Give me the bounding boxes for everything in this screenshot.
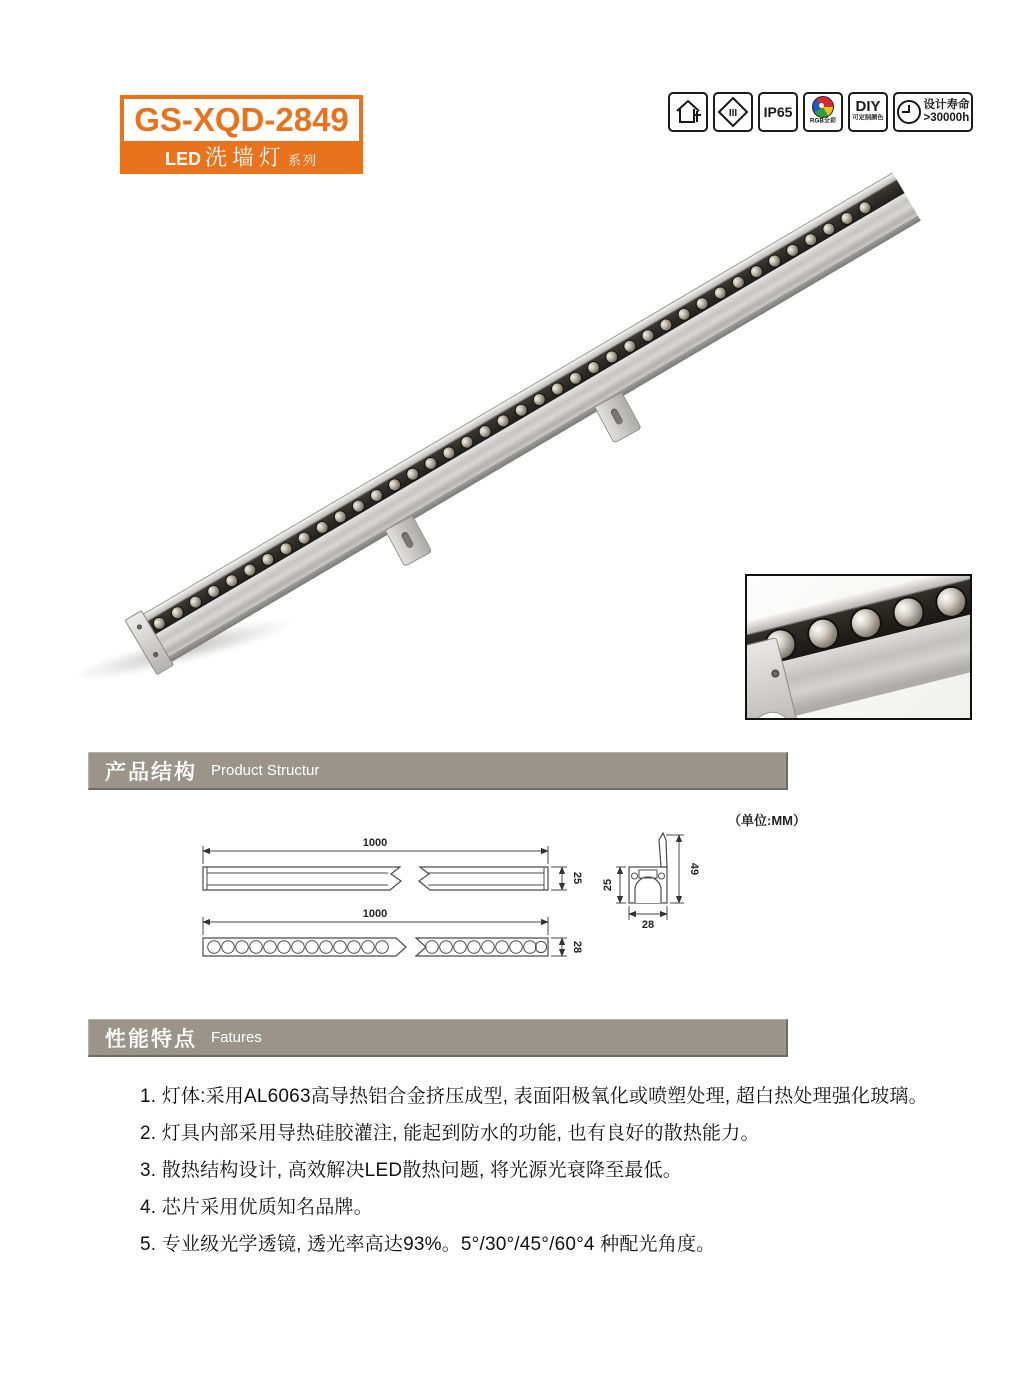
feature-item: 2. 灯具内部采用导热硅胶灌注, 能起到防水的功能, 也有良好的散热能力。 [140, 1123, 760, 1144]
certification-icons [668, 92, 973, 132]
lifespan-badge [893, 92, 973, 132]
diamond-icon [717, 96, 749, 128]
rgb-color-wheel-icon [812, 96, 834, 118]
detail-inset-image [745, 574, 972, 720]
inset-arch-notch [749, 708, 791, 720]
drawing-cross-section [602, 833, 700, 931]
feature-item: 3. 散热结构设计, 高效解决LED散热问题, 将光源光衰降至最低。 [140, 1160, 683, 1181]
drawing-side-view [203, 837, 583, 890]
screw-icon [771, 669, 781, 679]
lifespan-line1: 设计寿命 [923, 99, 970, 111]
diy-sub-label: 可定制颜色 [852, 114, 884, 122]
bar-top-flange [134, 172, 897, 626]
technical-drawings [170, 828, 810, 1003]
indoor-use-icon [668, 92, 708, 132]
class-iii-icon [713, 92, 753, 132]
lifespan-text [924, 99, 970, 125]
series-suffix: 系列 [288, 153, 319, 168]
feature-list [140, 1078, 940, 1263]
section-title-en: Product Structur [211, 762, 320, 779]
series-label [120, 145, 363, 174]
dim-side-length: 1000 [362, 837, 388, 849]
dim-top-width: 28 [571, 940, 583, 954]
dim-top-length: 1000 [362, 908, 388, 920]
unit-note: （单位:MM） [728, 813, 806, 828]
product-photo [50, 185, 970, 740]
diy-badge [848, 92, 888, 132]
rgb-badge [803, 92, 843, 132]
model-badge [120, 95, 363, 174]
led-lens [806, 617, 840, 651]
feature-item: 5. 专业级光学透镜, 透光率高达93%。5°/30°/45°/60°4 种配光角度。 [140, 1234, 716, 1255]
drawing-top-view [203, 908, 583, 956]
class-iii-label: III [728, 108, 738, 119]
section-header-product-structure [88, 752, 788, 790]
lifespan-line2: >30000h [923, 112, 970, 124]
section-header-features [88, 1019, 788, 1057]
section-title-zh: 产品结构 [105, 760, 197, 784]
section-title-zh: 性能特点 [105, 1027, 197, 1051]
inset-bar [745, 574, 972, 720]
series-prefix: LED [164, 149, 201, 169]
led-lens [934, 585, 968, 619]
dim-cs-width: 28 [641, 919, 655, 931]
ip65-badge [758, 92, 798, 132]
feature-item: 4. 芯片采用优质知名品牌。 [140, 1197, 373, 1218]
dim-cs-total-height: 49 [688, 862, 700, 876]
diy-label: DIY [855, 98, 881, 115]
led-lens [849, 606, 883, 640]
dim-side-height: 25 [571, 871, 583, 885]
dim-cs-height: 25 [602, 878, 614, 892]
model-number: GS-XQD-2849 [120, 95, 363, 145]
feature-item: 1. 灯体:采用AL6063高导热铝合金挤压成型, 表面阳极氧化或喷塑处理, 超白热处理强化玻璃。 [140, 1086, 928, 1107]
rgb-label: RGB全彩 [809, 117, 837, 125]
section-title-en: Fatures [211, 1029, 262, 1046]
series-name: 洗墙灯 [204, 146, 286, 171]
led-strip [139, 180, 905, 640]
led-lens [892, 596, 926, 630]
house-icon [673, 97, 703, 127]
clock-icon [897, 100, 921, 124]
ip65-label: IP65 [763, 104, 793, 120]
